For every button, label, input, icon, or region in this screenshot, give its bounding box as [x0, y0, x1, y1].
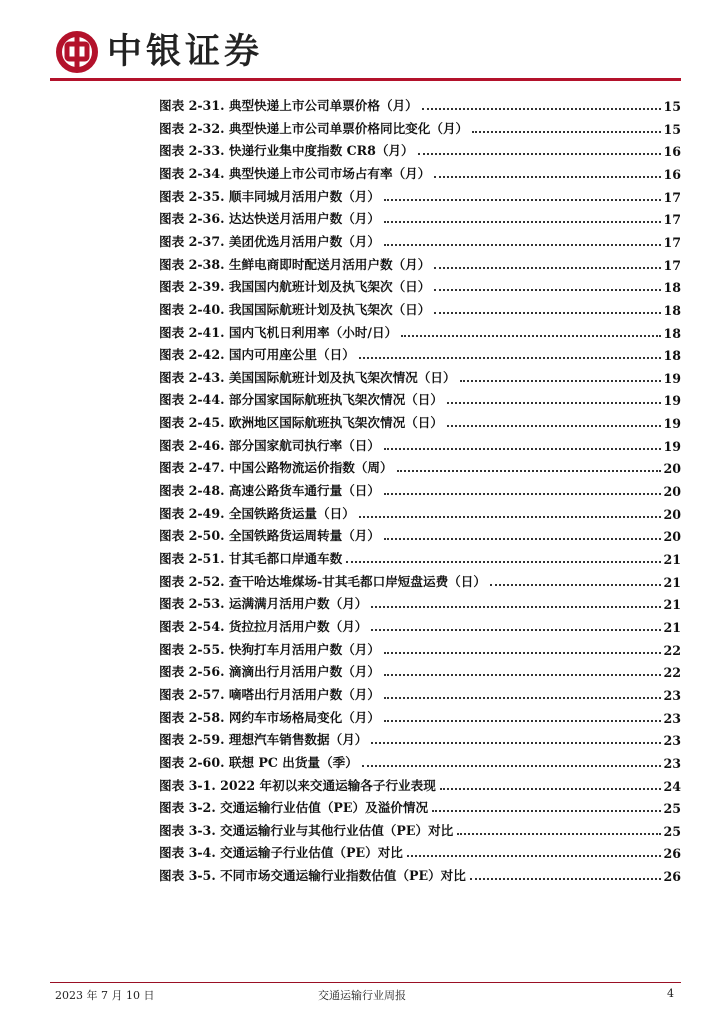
footer-date: 2023 年 7 月 10 日 [55, 989, 155, 1002]
toc-entry-page: 24 [663, 778, 681, 794]
toc-dot-leader [346, 561, 661, 563]
toc-entry[interactable] [159, 160, 681, 182]
toc-dot-leader [384, 697, 661, 699]
toc-entry-label: 图表 2-53. 运满满月活用户数（月） [159, 596, 368, 612]
header [55, 30, 263, 74]
toc-dot-leader [470, 878, 662, 880]
toc-entry[interactable] [159, 386, 681, 408]
toc-entry-page: 19 [663, 416, 681, 432]
toc-entry[interactable] [159, 319, 681, 341]
toc-entry[interactable] [159, 500, 681, 522]
toc-entry[interactable] [159, 726, 681, 748]
toc-entry-label: 图表 3-1. 2022 年初以来交通运输各子行业表现 [159, 777, 436, 793]
toc-entry-label: 图表 2-56. 滴滴出行月活用户数（月） [159, 664, 380, 680]
toc-entry-page: 18 [663, 280, 681, 296]
toc-entry-page: 17 [663, 212, 681, 228]
toc-entry-page: 20 [663, 461, 681, 477]
toc-entry-page: 17 [663, 189, 681, 205]
toc-entry[interactable] [159, 228, 681, 250]
toc-dot-leader [401, 335, 661, 337]
toc-entry[interactable] [159, 137, 681, 159]
toc-entry-label: 图表 2-45. 欧洲地区国际航班执飞架次情况（日） [159, 415, 443, 431]
toc-entry-label: 图表 2-60. 联想 PC 出货量（季） [159, 754, 358, 770]
toc-entry-page: 19 [663, 393, 681, 409]
toc-entry-label: 图表 2-33. 快递行业集中度指数 CR8（月） [159, 143, 414, 159]
toc-entry[interactable] [159, 296, 681, 318]
toc-entry[interactable] [159, 432, 681, 454]
toc-dot-leader [384, 674, 661, 676]
toc-entry[interactable] [159, 364, 681, 386]
toc-dot-leader [434, 312, 661, 314]
toc-entry-page: 16 [663, 166, 681, 182]
toc-entry-label: 图表 2-37. 美团优选月活用户数（月） [159, 233, 380, 249]
toc-entry[interactable] [159, 590, 681, 612]
toc-dot-leader [371, 629, 661, 631]
toc-entry[interactable] [159, 522, 681, 544]
toc-entry-label: 图表 2-39. 我国国内航班计划及执飞架次（日） [159, 279, 431, 295]
toc-entry[interactable] [159, 636, 681, 658]
toc-dot-leader [472, 131, 661, 133]
toc-entry-label: 图表 2-42. 国内可用座公里（日） [159, 347, 355, 363]
toc-entry[interactable] [159, 658, 681, 680]
toc-entry-page: 20 [663, 484, 681, 500]
toc-entry-page: 21 [663, 552, 681, 567]
toc-entry-label: 图表 2-50. 全国铁路货运周转量（月） [159, 528, 380, 544]
toc-entry-label: 图表 2-59. 理想汽车销售数据（月） [159, 732, 368, 748]
toc-entry[interactable] [159, 477, 681, 499]
toc-dot-leader [384, 221, 661, 223]
toc-entry[interactable] [159, 681, 681, 703]
toc-entry-label: 图表 2-47. 中国公路物流运价指数（周） [159, 460, 393, 476]
footer-divider [50, 982, 681, 983]
toc-entry-label: 图表 2-52. 查干哈达堆煤场-甘其毛都口岸短盘运费（日） [159, 573, 486, 589]
toc-entry-page: 20 [663, 529, 681, 545]
toc-dot-leader [384, 448, 661, 450]
toc-entry-page: 19 [663, 438, 681, 454]
toc-entry[interactable] [159, 817, 681, 839]
toc-entry[interactable] [159, 251, 681, 273]
toc-entry-page: 23 [663, 755, 681, 771]
toc-entry-label: 图表 2-32. 典型快递上市公司单票价格同比变化（月） [159, 120, 469, 136]
toc-entry[interactable] [159, 839, 681, 861]
brand-name: 中银证券 [107, 32, 264, 72]
toc-entry[interactable] [159, 568, 681, 590]
toc-entry[interactable] [159, 183, 681, 205]
toc-entry-label: 图表 2-44. 部分国家国际航班执飞架次情况（日） [159, 392, 443, 408]
toc-dot-leader [434, 289, 661, 291]
toc-entry-label: 图表 2-38. 生鲜电商即时配送月活用户数（月） [159, 256, 431, 272]
toc-entry-page: 21 [663, 574, 681, 590]
toc-dot-leader [371, 606, 661, 608]
toc-entry-page: 16 [663, 144, 681, 160]
toc-entry-label: 图表 2-43. 美国国际航班计划及执飞架次情况（日） [159, 369, 456, 385]
toc-entry[interactable] [159, 794, 681, 816]
toc-entry-label: 图表 2-55. 快狗打车月活用户数（月） [159, 641, 380, 657]
toc-entry-label: 图表 2-54. 货拉拉月活用户数（月） [159, 618, 368, 634]
toc-dot-leader [457, 833, 661, 835]
toc-entry-page: 22 [663, 665, 681, 681]
toc-dot-leader [460, 380, 662, 382]
toc-entry-page: 23 [663, 733, 681, 749]
toc-entry-page: 21 [663, 597, 681, 613]
toc-entry-page: 15 [663, 121, 681, 137]
toc-entry-page: 19 [663, 370, 681, 386]
toc-entry-page: 22 [663, 642, 681, 658]
toc-entry-label: 图表 2-35. 顺丰同城月活用户数（月） [159, 188, 380, 204]
toc-entry-label: 图表 2-51. 甘其毛都口岸通车数 [159, 551, 343, 566]
toc-entry-label: 图表 2-40. 我国国际航班计划及执飞架次（日） [159, 301, 431, 317]
toc-entry-page: 23 [663, 710, 681, 726]
toc-entry-label: 图表 2-46. 部分国家航司执行率（日） [159, 437, 380, 453]
header-divider [50, 78, 681, 81]
toc-entry-label: 图表 2-57. 嘀嗒出行月活用户数（月） [159, 686, 380, 702]
toc-entry[interactable] [159, 772, 681, 794]
toc-entry[interactable] [159, 205, 681, 227]
toc-entry-label: 图表 3-3. 交通运输行业与其他行业估值（PE）对比 [159, 822, 454, 838]
toc-dot-leader [371, 742, 661, 744]
toc-entry[interactable] [159, 273, 681, 295]
toc-entry[interactable] [159, 704, 681, 726]
toc-dot-leader [418, 153, 662, 155]
toc-dot-leader [397, 470, 662, 472]
toc-entry[interactable] [159, 341, 681, 363]
toc-dot-leader [490, 584, 662, 586]
toc-entry-page: 25 [663, 823, 681, 839]
toc-dot-leader [440, 788, 662, 790]
toc-entry[interactable] [159, 92, 681, 114]
toc-entry-page: 26 [663, 869, 681, 885]
toc-entry-label: 图表 3-2. 交通运输行业估值（PE）及溢价情况 [159, 800, 429, 816]
toc-dot-leader [384, 720, 661, 722]
footer-page-number: 4 [667, 987, 674, 1000]
toc-entry-page: 18 [663, 302, 681, 318]
toc-entry-page: 26 [663, 846, 681, 862]
toc-dot-leader [434, 176, 661, 178]
toc-dot-leader [407, 855, 662, 857]
toc-entry-label: 图表 2-49. 全国铁路货运量（日） [159, 505, 355, 521]
toc-dot-leader [422, 108, 662, 110]
toc-entry-label: 图表 2-36. 达达快送月活用户数（月） [159, 211, 380, 227]
toc-entry-page: 23 [663, 687, 681, 703]
toc-entry-page: 18 [663, 348, 681, 364]
toc-dot-leader [384, 199, 661, 201]
toc-entry-page: 17 [663, 257, 681, 273]
toc-entry-label: 图表 2-41. 国内飞机日利用率（小时/日） [159, 324, 398, 340]
toc-dot-leader [432, 810, 661, 812]
toc-entry-page: 18 [663, 325, 681, 341]
toc-entry-label: 图表 3-5. 不同市场交通运输行业指数估值（PE）对比 [159, 868, 466, 884]
toc-entry[interactable] [159, 454, 681, 476]
toc-entry-page: 15 [663, 99, 681, 114]
toc-entry[interactable] [159, 613, 681, 635]
toc-entry-page: 17 [663, 234, 681, 250]
toc-dot-leader [447, 425, 662, 427]
toc-entry[interactable] [159, 545, 681, 567]
toc-entry[interactable] [159, 862, 681, 884]
toc-dot-leader [384, 244, 661, 246]
toc-entry[interactable] [159, 115, 681, 137]
toc-entry-page: 20 [663, 506, 681, 522]
bank-of-china-logo-icon [55, 30, 99, 74]
toc-dot-leader [447, 402, 662, 404]
toc-entry-label: 图表 2-31. 典型快递上市公司单票价格（月） [159, 98, 418, 113]
toc-entry-label: 图表 2-58. 网约车市场格局变化（月） [159, 709, 380, 725]
toc-dot-leader [359, 516, 662, 518]
toc-dot-leader [384, 538, 661, 540]
toc-dot-leader [362, 765, 662, 767]
toc-dot-leader [384, 652, 661, 654]
toc-dot-leader [434, 267, 661, 269]
toc-entry-page: 21 [663, 619, 681, 635]
footer-report-title: 交通运输行业周报 [318, 989, 406, 1002]
toc-dot-leader [384, 493, 661, 495]
toc-dot-leader [359, 357, 662, 359]
toc-entry-label: 图表 2-48. 高速公路货车通行量（日） [159, 483, 380, 499]
toc-entry-label: 图表 2-34. 典型快递上市公司市场占有率（月） [159, 165, 431, 181]
toc-entry[interactable] [159, 749, 681, 771]
toc-entry-page: 25 [663, 801, 681, 817]
toc-entry-label: 图表 3-4. 交通运输子行业估值（PE）对比 [159, 845, 403, 861]
toc-entry[interactable] [159, 409, 681, 431]
